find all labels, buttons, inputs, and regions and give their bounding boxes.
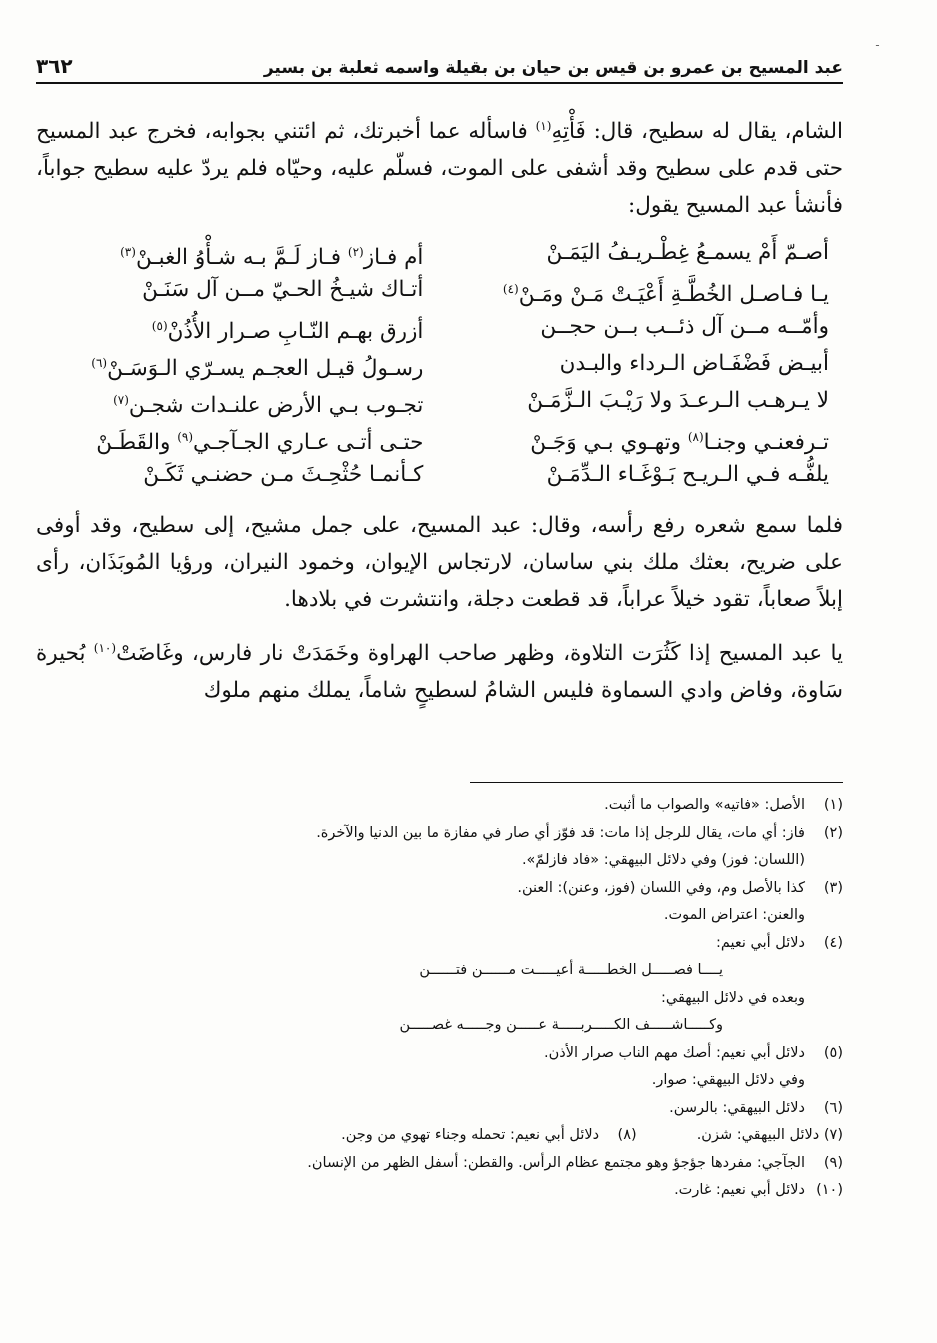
verse-line xyxy=(36,271,843,308)
verse-text: والقَطَـنْ xyxy=(96,430,178,456)
footnote-number: (٣) xyxy=(823,879,843,896)
footnote-continuation: وبعده في دلائل البيهقي: xyxy=(660,989,805,1006)
verse-line xyxy=(36,456,843,493)
paragraph-1 xyxy=(36,108,843,224)
footnote-ref: (٤) xyxy=(502,282,519,297)
verse-first-hemistich xyxy=(456,382,843,419)
footnote xyxy=(697,1122,843,1150)
footnote xyxy=(60,1177,843,1205)
footnote-text: دلائل أبي نعيم: أصك مهم الناب صرار الأذن. xyxy=(543,1044,805,1061)
verse-text: لا يـرهـب الـرعـدَ ولا رَيْـبَ الـزَّمَـنْ xyxy=(527,388,829,414)
verse-line xyxy=(36,345,843,382)
footnote-continuation: وفي دلائل البيهقي: صوار. xyxy=(651,1072,805,1088)
verse-line xyxy=(36,308,843,345)
footnote xyxy=(341,1122,637,1150)
paragraph-2: فلما سمع شعره رفع رأسه، وقال: عبد المسيح، على جمل مشيح، إلى سطيح، وقد أوفى على ضريح، بعثك ملك بني ساسان، لارتجاس الإيوان، وخمود النيران، ورؤيا المُوبَذَان، رأى إبلاً صعاباً، تقود خيلاً عراباً، قد قطعت دجلة، وانتشرت في بلادها. xyxy=(36,513,843,613)
footnote-ref: (١٠) xyxy=(93,641,117,656)
footnote xyxy=(60,875,843,903)
footnote-number: (٤) xyxy=(823,934,843,951)
verse-text: وأمّــه مــن آل ذئــب بــن حجــن xyxy=(540,314,829,340)
footnote-number: (٨) xyxy=(617,1127,637,1143)
footnote-text: دلائل البيهقي: بالرسن. xyxy=(669,1099,805,1116)
verse-first-hemistich xyxy=(456,345,843,382)
corner-mark: ـ xyxy=(876,38,879,49)
footnote-continuation: والعنن: اعتراض الموت. xyxy=(663,907,805,923)
verse-text: كـأنمـا حُثْحِـثَ مـن حضنـي ثَكَـنْ xyxy=(143,462,424,488)
verse-text: أم فـاز xyxy=(363,245,424,271)
paragraph-3 xyxy=(36,630,843,709)
verse-text: يلفُّـه فـي الـريـح بَـوْغَـاء الـدِّمَـنْ xyxy=(546,462,829,488)
verse-second-hemistich xyxy=(36,456,423,493)
footnote-text: دلائل أبي نعيم: xyxy=(715,934,805,951)
footnote-text: فاز: أي مات، يقال للرجل إذا مات: قد فوّز أي صار في مفازة ما بين الدنيا والآخرة. xyxy=(316,824,805,841)
verse-text: أتـاك شيـخُ الحـيّ مــن آل سَنَـنْ xyxy=(142,277,424,303)
footnote-ref: (٩) xyxy=(177,430,194,445)
verse-first-hemistich xyxy=(456,271,843,308)
footnote xyxy=(60,1040,843,1068)
poem xyxy=(36,234,843,493)
footnote-text: دلائل البيهقي: شزن. xyxy=(696,1127,820,1143)
verse-line xyxy=(36,234,843,271)
verse-second-hemistich xyxy=(36,308,423,345)
verse-first-hemistich xyxy=(456,308,843,345)
footnote-text: كذا بالأصل وم، وفي اللسان (فوز، وعنن): العنن. xyxy=(517,879,805,896)
p1-text-a: الشام، يقال له سطيح، قال: فَأْتِهِ xyxy=(551,119,844,145)
footnote-ref: (٧) xyxy=(113,393,129,408)
footnote-number: (٥) xyxy=(823,1044,843,1061)
footnote xyxy=(60,930,843,958)
footnote-number: (١) xyxy=(823,797,843,813)
footnote-text: الأصل: «فاتيه» والصواب ما أثبت. xyxy=(604,797,805,813)
footnote-number: (٧) xyxy=(823,1127,843,1143)
footnote-continuation: (اللسان: فوز) وفي دلائل البيهقي: «فاد فازلمّ». xyxy=(521,852,805,868)
footnote-divider xyxy=(470,782,843,783)
footnote-number: (٩) xyxy=(823,1154,843,1171)
footnote-ref: (٣) xyxy=(120,245,136,260)
p3-text-a: يا عبد المسيح إذا كَثُرَت التلاوة، وظهر صاحب الهراوة وخَمَدَتْ نار فارس، وغَاضَتْ xyxy=(116,641,844,667)
p3-text-b: بُحيرة سَاوة، وفاض وادي السماوة فليس الشامُ لسطيحٍ شاماً، يملك منهم ملوك xyxy=(36,641,843,704)
verse-text: وتهـوي بـي وَجَـنْ xyxy=(530,430,688,456)
running-header xyxy=(36,48,843,84)
footnote-text: دلائل أبي نعيم: غارت. xyxy=(674,1182,805,1198)
verse-text: تجـوب بـي الأرض علنـدات شجـن xyxy=(128,393,424,419)
verse-first-hemistich xyxy=(456,456,843,493)
verse-text: حتـى أتـى عـاري الجـآجـي xyxy=(193,430,424,456)
footnote-text: الجآجي: مفردها جؤجؤ وهو مجتمع عظام الرأس. والقطن: أسفل الظهر من الإنسان. xyxy=(307,1154,805,1171)
verse-first-hemistich xyxy=(456,419,843,456)
footnote xyxy=(60,1095,843,1123)
verse-text: يـا فـاصـل الخُطَّـةِ أَعْيَـتْ مَـنْ ومَـنْ xyxy=(518,282,829,308)
verse-first-hemistich xyxy=(456,234,843,271)
verse-second-hemistich xyxy=(36,345,423,382)
page-number: ٣٦٢ xyxy=(36,54,73,78)
verse-line xyxy=(36,419,843,456)
verse-text: أزرق بهـم النّـابِ صـرار الأُذُنْ xyxy=(167,319,424,345)
footnote-ref: (١) xyxy=(535,119,552,133)
footnotes xyxy=(60,792,843,1205)
verse-second-hemistich xyxy=(36,271,423,308)
main-text xyxy=(36,108,843,709)
footnote-verse: يــــا فصـــــل الخطـــــة أعيـــــت مــــــن فتــــــن xyxy=(419,962,723,978)
footnote-ref: (٦) xyxy=(91,356,108,371)
p1-text-b: فاسأله عما أخبرتك، ثم ائتني بجوابه، فخرج عبد المسيح حتى قدم على سطيح وقد أشفى على الموت، فسلّم عليه، وحيّاه فلم يردّ عليه سطيح جواباً، فأنشأ عبد المسيح يقول: xyxy=(36,119,843,219)
verse-second-hemistich xyxy=(36,419,423,456)
footnote-ref: (٥) xyxy=(151,319,168,334)
header-title: عبد المسيح بن عمرو بن قيس بن حيان بن بقيلة واسمه ثعلبة بن بسير xyxy=(263,58,843,78)
verse-text: فـاز لَـمَّ بـه شـأْوُ الغبـنْ xyxy=(135,245,348,271)
verse-text: رسـولُ قيـل العجـم يسـرّي الـوَسَـنْ xyxy=(107,356,424,382)
footnote xyxy=(60,820,843,848)
footnote-ref: (٢) xyxy=(347,245,364,260)
footnote xyxy=(60,1150,843,1178)
footnote-number: (٦) xyxy=(823,1099,843,1116)
footnote-number: (٢) xyxy=(823,824,843,841)
verse-text: أصـمّ أَمْ يسمـعُ غِطْـريـفُ اليَمَـنْ xyxy=(546,240,829,266)
verse-text: تـرفعنـي وجنـا xyxy=(703,430,829,456)
footnote-pair xyxy=(60,1122,843,1150)
footnote-ref: (٨) xyxy=(687,430,704,445)
footnote-verse: وكـــــاشـــــف الكـــــربـــــة عـــــن وجـــــه غصـــــن xyxy=(399,1017,723,1033)
footnote xyxy=(60,792,843,820)
verse-line xyxy=(36,382,843,419)
verse-second-hemistich xyxy=(36,234,423,271)
footnote-text: دلائل أبي نعيم: تحمله وجناء تهوي من وجن. xyxy=(341,1127,600,1143)
verse-text: أبيـض فَضْفَـاض الـرداء والبـدن xyxy=(559,351,829,377)
verse-second-hemistich xyxy=(36,382,423,419)
footnote-number: (١٠) xyxy=(816,1182,843,1198)
